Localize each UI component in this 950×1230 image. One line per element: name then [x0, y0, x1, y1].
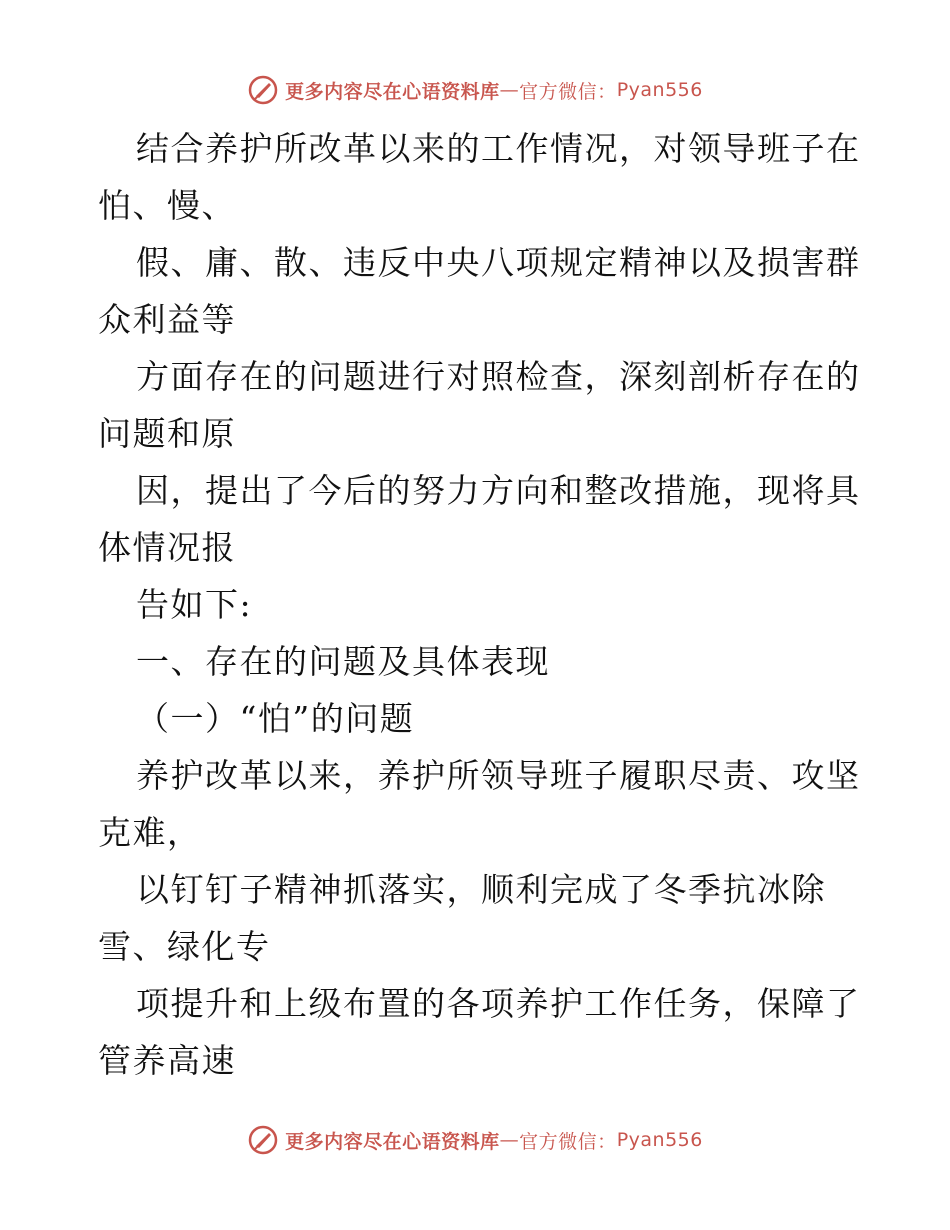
banner-main-text: 更多内容尽在心语资料库	[285, 1130, 500, 1153]
text-line: 告如下:	[136, 585, 253, 624]
header-watermark-banner	[0, 70, 950, 110]
text-line: 假、庸、散、违反中央八项规定精神以及损害群	[136, 243, 861, 282]
footer-watermark-banner	[0, 1120, 950, 1160]
document-body	[98, 120, 861, 1089]
banner-wechat-handle: Pyan556	[616, 1129, 703, 1151]
text-line: 问题和原	[98, 414, 236, 453]
text-line: 体情况报	[98, 528, 236, 567]
text-line: 以钉钉子精神抓落实，顺利完成了冬季抗冰除	[136, 870, 826, 909]
banner-wechat-label: 官方微信：	[519, 1130, 617, 1153]
text-line: 怕、慢、	[98, 186, 236, 225]
text-line: 结合养护所改革以来的工作情况，对领导班子在	[136, 129, 861, 168]
text-line: 养护改革以来，养护所领导班子履职尽责、攻坚	[136, 756, 861, 795]
text-line: （一）“怕”的问题	[136, 699, 415, 738]
feather-pen-logo-icon	[247, 1124, 279, 1156]
text-line: 因，提出了今后的努力方向和整改措施，现将具	[136, 471, 861, 510]
text-line: 众利益等	[98, 300, 236, 339]
banner-dash: —	[499, 1129, 520, 1151]
banner-wechat-label: 官方微信：	[519, 80, 617, 103]
banner-main-text: 更多内容尽在心语资料库	[285, 80, 500, 103]
text-line: 管养高速	[98, 1041, 236, 1080]
text-line: 一、存在的问题及具体表现	[136, 642, 550, 681]
feather-pen-logo-icon	[247, 74, 279, 106]
text-line: 项提升和上级布置的各项养护工作任务，保障了	[136, 984, 861, 1023]
text-line: 克难，	[98, 813, 202, 852]
banner-wechat-handle: Pyan556	[616, 79, 703, 101]
text-line: 方面存在的问题进行对照检查，深刻剖析存在的	[136, 357, 861, 396]
banner-dash: —	[499, 79, 520, 101]
text-line: 雪、绿化专	[98, 927, 271, 966]
